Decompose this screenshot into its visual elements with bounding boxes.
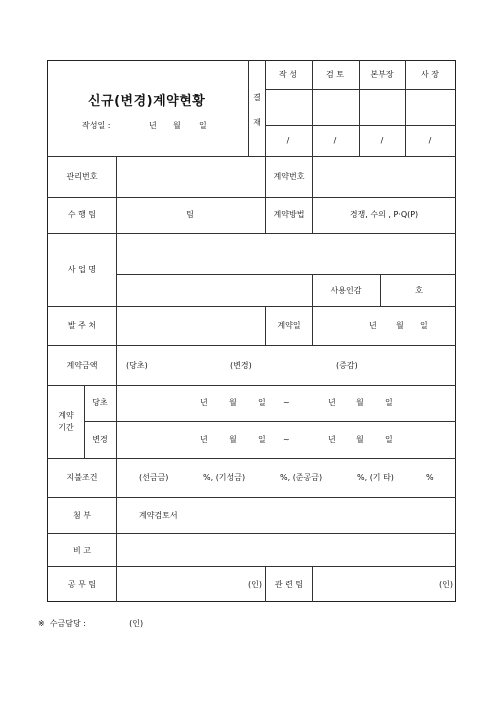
row-divider	[47, 345, 456, 346]
seal-value: 호	[415, 286, 423, 295]
contract-date-month: 월	[396, 321, 404, 330]
related-team-label: 관 련 팀	[274, 580, 304, 589]
row-divider	[47, 458, 456, 459]
row-divider	[116, 274, 456, 275]
approval-divider	[265, 89, 456, 90]
mid-column-border	[380, 274, 381, 306]
period-end-year: 년	[328, 435, 336, 444]
period-start-month: 월	[229, 435, 237, 444]
payment-other: %, (기 타)	[357, 473, 394, 482]
row-divider	[47, 156, 456, 157]
public-team-seal: (인)	[248, 580, 262, 589]
approval-date-slash: /	[380, 136, 384, 145]
collection-manager-note: ※ 수금담당 : (인)	[38, 619, 144, 628]
period-end-month: 월	[356, 435, 364, 444]
approval-role-ceo: 사 장	[421, 70, 439, 79]
period-end-day: 일	[385, 398, 393, 407]
label-column-border	[116, 156, 117, 386]
mid-column-border	[265, 156, 266, 233]
period-tilde: ~	[283, 435, 290, 444]
approval-role-director: 본부장	[370, 70, 394, 79]
approval-role-reviewer: 검 토	[326, 70, 344, 79]
period-label: 기간	[58, 423, 74, 432]
row-divider	[47, 385, 456, 386]
approval-date-slash: /	[286, 136, 290, 145]
row-divider	[47, 233, 456, 234]
amount-original: (당초)	[126, 361, 148, 370]
mid-column-border	[265, 566, 266, 602]
approval-role-writer: 작 성	[279, 70, 297, 79]
period-column-border	[116, 385, 117, 458]
attach-value: 계약검토서	[139, 511, 178, 520]
team-value: 팀	[186, 210, 194, 219]
attach-label: 첨 부	[73, 511, 91, 520]
period-start-year: 년	[200, 398, 208, 407]
mid-column-border	[312, 274, 313, 306]
approval-date-slash: /	[333, 136, 337, 145]
payment-progress: %, (기성금)	[203, 473, 246, 482]
row-divider	[47, 566, 456, 567]
period-start-year: 년	[200, 435, 208, 444]
amount-changed: (변경)	[230, 361, 252, 370]
approval-label: 결	[253, 93, 261, 102]
period-column-border	[84, 385, 85, 458]
mid-column-border	[312, 156, 313, 233]
payment-label: 지불조건	[66, 473, 98, 482]
period-end-year: 년	[328, 398, 336, 407]
approval-border	[248, 60, 249, 157]
period-tilde: ~	[283, 398, 290, 407]
approval-border	[265, 60, 266, 157]
contract-no-label: 계약번호	[273, 172, 305, 181]
approval-date-slash: /	[428, 136, 432, 145]
related-team-seal: (인)	[439, 580, 453, 589]
period-changed-label: 변경	[92, 435, 108, 444]
amount-delta: (증감)	[336, 361, 358, 370]
page-title: 신규(변경)계약현황	[88, 94, 206, 109]
remarks-label: 비 고	[73, 546, 91, 555]
approval-label: 재	[253, 118, 261, 127]
date-month-unit: 월	[173, 121, 181, 130]
date-year-unit: 년	[149, 121, 157, 130]
approval-border	[312, 60, 313, 157]
payment-completion: %, (준공금)	[280, 473, 323, 482]
approval-divider	[265, 125, 456, 126]
seal-label: 사용인감	[330, 286, 362, 295]
contract-date-day: 일	[420, 321, 428, 330]
method-label: 계약방법	[273, 210, 305, 219]
mid-column-border	[312, 566, 313, 602]
mgmt-no-label: 관리번호	[66, 172, 98, 181]
period-start-month: 월	[229, 398, 237, 407]
period-end-month: 월	[356, 398, 364, 407]
contract-status-form	[47, 60, 456, 602]
mid-column-border	[265, 306, 266, 345]
date-day-unit: 일	[199, 121, 207, 130]
row-divider	[84, 421, 456, 422]
row-divider	[47, 306, 456, 307]
row-divider	[47, 197, 456, 198]
amount-label: 계약금액	[66, 361, 98, 370]
label-column-border	[116, 458, 117, 602]
date-label: 작성일 :	[82, 121, 111, 130]
period-start-day: 일	[258, 435, 266, 444]
approval-border	[405, 60, 406, 157]
project-label: 사 업 명	[67, 265, 97, 274]
row-divider	[47, 533, 456, 534]
row-divider	[47, 497, 456, 498]
period-label: 계약	[58, 411, 74, 420]
period-start-day: 일	[258, 398, 266, 407]
contract-date-year: 년	[369, 321, 377, 330]
period-end-day: 일	[385, 435, 393, 444]
client-label: 발 주 처	[67, 321, 97, 330]
public-team-label: 공 무 팀	[67, 580, 97, 589]
method-value: 경쟁, 수의 , P·Q(P)	[349, 210, 419, 219]
team-label: 수 행 팀	[67, 210, 97, 219]
payment-advance: (선금금)	[139, 473, 169, 482]
approval-border	[359, 60, 360, 157]
period-original-label: 당초	[92, 398, 108, 407]
contract-date-label: 계약일	[277, 321, 301, 330]
payment-other-percent: %	[426, 473, 434, 482]
mid-column-border	[312, 306, 313, 345]
